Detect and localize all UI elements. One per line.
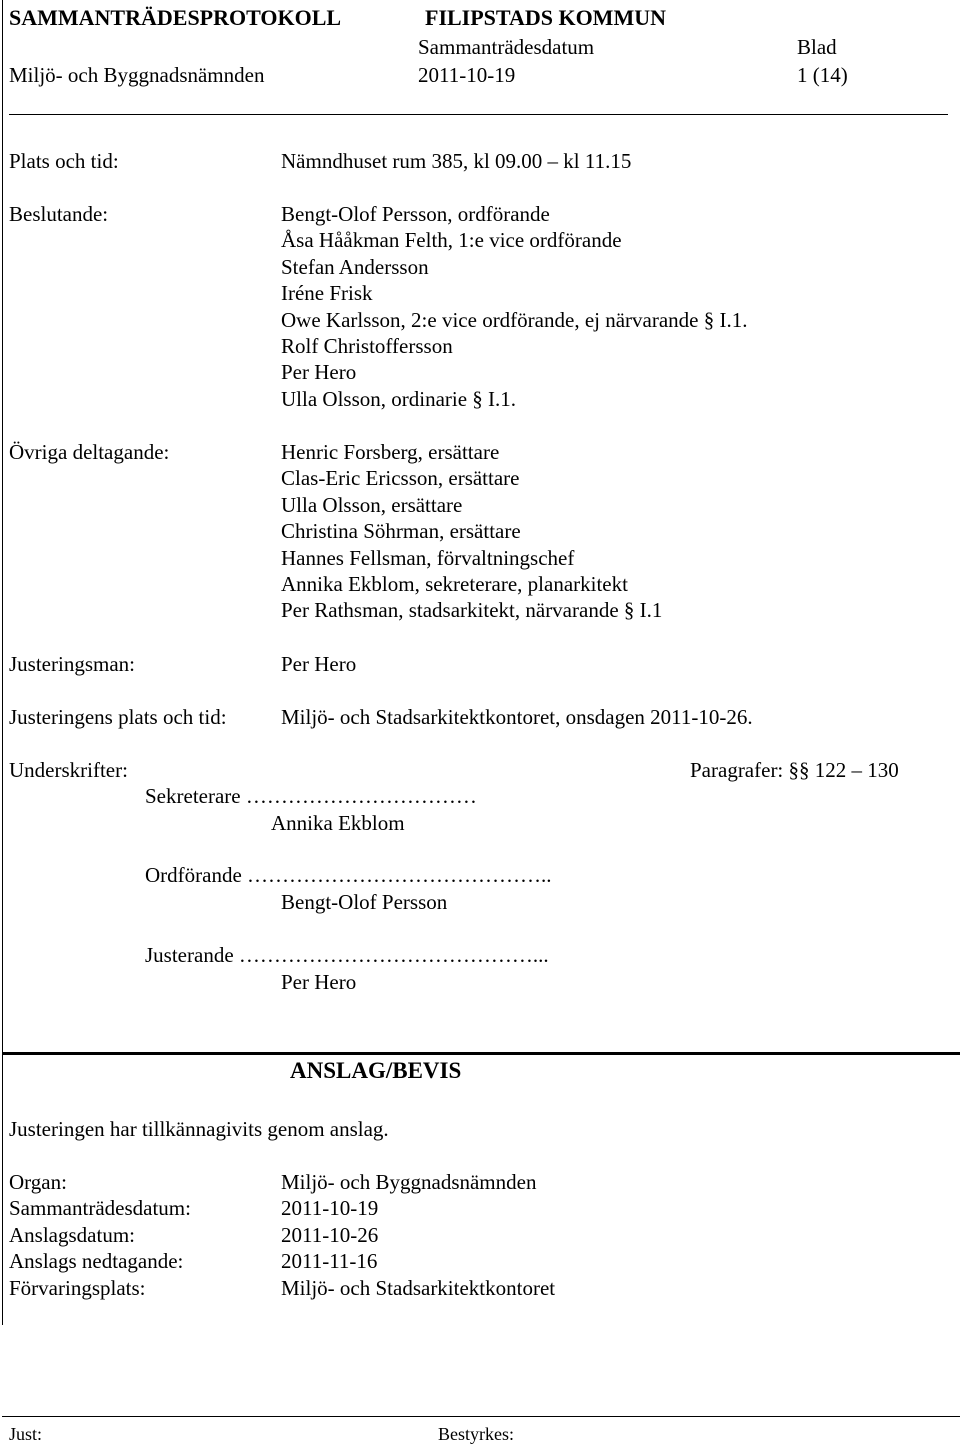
list-item: Clas-Eric Ericsson, ersättare (281, 466, 520, 491)
storage-label: Förvaringsplats: (9, 1276, 146, 1300)
meeting-date-label: Sammanträdesdatum (418, 35, 595, 59)
chair-name: Bengt-Olof Persson (281, 890, 448, 914)
adjuster-signature-line: Justerande ……………………………………... (145, 943, 549, 967)
place-value: Nämndhuset rum 385, kl 09.00 – kl 11.15 (281, 149, 632, 173)
page-label: Blad (797, 35, 837, 59)
header-underline (9, 114, 948, 115)
adjuster-value: Per Hero (281, 652, 357, 676)
footer-rule (2, 1416, 960, 1417)
list-item: Owe Karlsson, 2:e vice ordförande, ej närvarande § I.1. (281, 307, 748, 332)
place-label: Plats och tid: (9, 149, 119, 173)
notice-divider (2, 1052, 960, 1055)
other-participants-list (281, 439, 662, 624)
storage-value: Miljö- och Stadsarkitektkontoret (281, 1276, 556, 1300)
adjustment-place-value: Miljö- och Stadsarkitektkontoret, onsdagen 2011-10-26. (281, 705, 753, 729)
signatures-label: Underskrifter: (9, 758, 128, 782)
document-type: SAMMANTRÄDESPROTOKOLL (9, 5, 342, 30)
meeting-date: 2011-10-19 (418, 63, 516, 87)
list-item: Henric Forsberg, ersättare (281, 440, 500, 464)
municipality-name: FILIPSTADS KOMMUN (425, 5, 666, 30)
adjuster-name: Per Hero (281, 970, 357, 994)
posting-date-label: Anslagsdatum: (9, 1223, 135, 1247)
footer-certify-label: Bestyrkes: (438, 1424, 514, 1444)
decision-makers-list (281, 201, 747, 412)
secretary-name: Annika Ekblom (271, 811, 405, 835)
list-item: Stefan Andersson (281, 254, 429, 279)
paragraphs-range: Paragrafer: §§ 122 – 130 (690, 758, 899, 782)
list-item: Hannes Fellsman, förvaltningschef (281, 545, 575, 570)
list-item: Per Rathsman, stadsarkitekt, närvarande § I.1 (281, 598, 663, 623)
list-item: Ulla Olsson, ersättare (281, 492, 463, 517)
list-item: Per Hero (281, 360, 357, 385)
list-item: Iréne Frisk (281, 281, 373, 306)
decision-makers-label: Beslutande: (9, 202, 109, 226)
list-item: Christina Söhrman, ersättare (281, 519, 521, 544)
list-item: Annika Ekblom, sekreterare, planarkitekt (281, 572, 628, 597)
secretary-signature-line: Sekreterare …………………………… (145, 784, 477, 808)
adjuster-label: Justeringsman: (9, 652, 135, 676)
adjustment-place-label: Justeringens plats och tid: (9, 705, 227, 729)
organ-label: Organ: (9, 1170, 67, 1194)
notice-statement: Justeringen har tillkännagivits genom anslag. (9, 1117, 389, 1141)
left-margin-line (2, 0, 3, 1325)
removal-date-label: Anslags nedtagande: (9, 1249, 184, 1273)
list-item: Ulla Olsson, ordinarie § I.1. (281, 386, 517, 411)
footer-just-label: Just: (9, 1424, 43, 1444)
other-participants-label: Övriga deltagande: (9, 440, 170, 464)
notice-meeting-date-value: 2011-10-19 (281, 1196, 379, 1220)
chair-signature-line: Ordförande …………………………………….. (145, 863, 552, 887)
notice-meeting-date-label: Sammanträdesdatum: (9, 1196, 191, 1220)
removal-date-value: 2011-11-16 (281, 1249, 378, 1273)
list-item: Rolf Christoffersson (281, 334, 453, 359)
notice-title: ANSLAG/BEVIS (290, 1058, 462, 1083)
page-number: 1 (14) (797, 63, 848, 87)
posting-date-value: 2011-10-26 (281, 1223, 379, 1247)
list-item: Bengt-Olof Persson, ordförande (281, 202, 550, 226)
committee-name: Miljö- och Byggnadsnämnden (9, 63, 265, 87)
list-item: Åsa Hååkman Felth, 1:e vice ordförande (281, 228, 622, 253)
organ-value: Miljö- och Byggnadsnämnden (281, 1170, 537, 1194)
